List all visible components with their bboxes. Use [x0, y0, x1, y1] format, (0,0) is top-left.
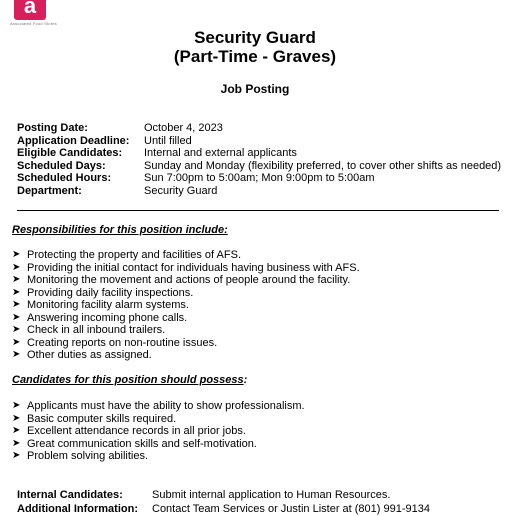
detail-value: Security Guard: [144, 184, 218, 197]
info-value: Submit internal application to Human Resources.: [152, 489, 391, 501]
list-item: [12, 438, 305, 451]
info-row: [17, 502, 430, 516]
list-item: [12, 262, 360, 275]
detail-row: [17, 172, 501, 185]
detail-row: [17, 160, 501, 173]
arrow-bullet-icon: ➤: [12, 425, 21, 436]
detail-label: Posting Date:: [17, 122, 88, 134]
arrow-bullet-icon: ➤: [12, 299, 21, 310]
arrow-bullet-icon: ➤: [12, 437, 21, 449]
list-item-text: Basic computer skills required.: [27, 412, 177, 425]
detail-label: Department:: [17, 184, 82, 197]
list-item-text: Great communication skills and self-motivation.: [27, 437, 257, 450]
detail-value: Internal and external applicants: [144, 147, 297, 159]
arrow-bullet-icon: ➤: [12, 450, 21, 461]
list-item-text: Creating reports on non-routine issues.: [27, 336, 218, 349]
list-item-text: Providing daily facility inspections.: [27, 286, 194, 299]
responsibilities-list: [12, 249, 360, 362]
detail-row: [17, 135, 501, 148]
candidates-heading-colon: :: [243, 374, 248, 386]
list-item: [12, 324, 360, 337]
job-title-qualifier: (Part-Time - Graves): [173, 47, 337, 66]
detail-value: October 4, 2023: [144, 122, 223, 134]
list-item: [12, 287, 360, 300]
list-item: [12, 450, 305, 463]
detail-row: [17, 122, 501, 135]
list-item-text: Check in all inbound trailers.: [27, 324, 166, 336]
candidates-heading-text: Candidates for this position should possess: [12, 374, 244, 386]
arrow-bullet-icon: ➤: [12, 349, 21, 360]
list-item-text: Monitoring the movement and actions of people around the facility.: [27, 274, 351, 286]
section-divider: [17, 210, 499, 211]
arrow-bullet-icon: ➤: [12, 400, 21, 411]
document-subtitle: Job Posting: [220, 82, 290, 96]
arrow-bullet-icon: ➤: [12, 249, 21, 260]
list-item: [12, 413, 305, 426]
arrow-bullet-icon: ➤: [12, 336, 21, 348]
list-item-text: Protecting the property and facilities of AFS.: [27, 249, 242, 261]
job-title: Security Guard: [194, 28, 316, 47]
detail-row: [17, 185, 501, 198]
list-item-text: Problem solving abilities.: [27, 450, 149, 462]
arrow-bullet-icon: ➤: [12, 412, 21, 424]
detail-value: Sunday and Monday (flexibility preferred, to cover other shifts as needed): [144, 159, 502, 172]
candidates-list: [12, 400, 305, 463]
responsibilities-heading: [12, 224, 228, 236]
info-label: Additional Information:: [17, 503, 138, 515]
detail-value: Sun 7:00pm to 5:00am; Mon 9:00pm to 5:00am: [144, 172, 375, 184]
list-item: [12, 337, 360, 350]
info-row: [17, 488, 430, 502]
list-item-text: Answering incoming phone calls.: [27, 311, 188, 324]
list-item: [12, 425, 305, 438]
detail-label: Application Deadline:: [17, 134, 130, 147]
arrow-bullet-icon: ➤: [12, 324, 21, 335]
detail-value: Until filled: [144, 134, 192, 147]
arrow-bullet-icon: ➤: [12, 274, 21, 285]
candidates-heading: [12, 374, 247, 386]
arrow-bullet-icon: ➤: [12, 261, 21, 273]
contact-info: [17, 488, 430, 516]
list-item-text: Other duties as assigned.: [27, 349, 152, 361]
info-value: Contact Team Services or Justin Lister at (801) 991-9134: [152, 503, 430, 515]
company-logo: [14, 0, 46, 20]
list-item-text: Excellent attendance records in all prior jobs.: [27, 425, 246, 437]
info-label: Internal Candidates:: [17, 489, 123, 501]
detail-row: [17, 147, 501, 160]
posting-details: [17, 122, 501, 197]
logo-letter: a: [23, 0, 37, 18]
list-item-text: Monitoring facility alarm systems.: [27, 299, 189, 311]
list-item-text: Providing the initial contact for individuals having business with AFS.: [27, 261, 360, 274]
list-item: [12, 312, 360, 325]
list-item: [12, 349, 360, 362]
list-item: [12, 299, 360, 312]
list-item: [12, 274, 360, 287]
list-item-text: Applicants must have the ability to show professionalism.: [27, 400, 305, 412]
list-item: [12, 400, 305, 413]
arrow-bullet-icon: ➤: [12, 311, 21, 323]
logo-caption: Associated Food Stores: [10, 21, 57, 26]
responsibilities-heading-text: Responsibilities for this position include:: [12, 224, 228, 236]
list-item: [12, 249, 360, 262]
arrow-bullet-icon: ➤: [12, 286, 21, 298]
detail-label: Scheduled Hours:: [17, 172, 112, 184]
detail-label: Scheduled Days:: [17, 159, 106, 172]
detail-label: Eligible Candidates:: [17, 147, 123, 159]
